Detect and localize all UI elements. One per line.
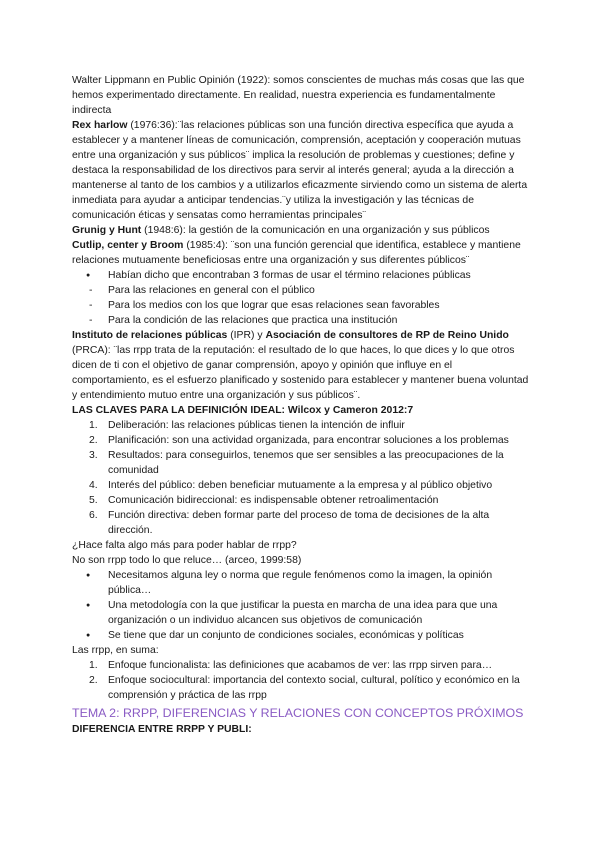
list-text: Comunicación bidireccional: es indispensable obtener retroalimentación bbox=[108, 495, 439, 506]
ipr-name: Instituto de relaciones públicas bbox=[72, 330, 228, 341]
list-item bbox=[72, 478, 532, 493]
list-item: - Para la condición de las relaciones que practica una institución bbox=[72, 313, 532, 328]
list-text: Deliberación: las relaciones públicas tienen la intención de influir bbox=[108, 420, 405, 431]
ipr-paragraph bbox=[72, 328, 532, 403]
ipr-text: (PRCA): ¨las rrpp trata de la reputación: el resultado de lo que haces, lo que dices y lo que otros dicen de ti con el objetivo de ganar comprensión, apoyo y opinión que influye en el comportamiento, es el esfuerzo planificado y sostenido para establecer y mantener buena voluntad y entendimiento mutuo entre una organización y sus públicos¨. bbox=[72, 345, 529, 401]
grunig-text: (1948:6): la gestión de la comunicación en una organización y sus públicos bbox=[141, 225, 490, 236]
harlow-text: (1976:36):¨las relaciones públicas son una función directiva específica que ayuda a establecer y a mantener líneas de comunicación, comprensión, aceptación y cooperación mutuas entre una organización y sus públicos¨ implica la resolución de problemas y cuestiones; define y destaca la responsabilidad de los directivos para servir al interés general; ayuda a la dirección a mantenerse al tanto de los cambios y a utilizarlos eficazmente sirviendo como un sistema de alerta inmediata para ayudar a anticipar tendencias.¨y utiliza la investigación y las técnicas de comunicación éticas y sensatas como herramientas principales¨ bbox=[72, 120, 528, 221]
list-item: ● Habían dicho que encontraban 3 formas de usar el término relaciones públicas bbox=[72, 268, 532, 283]
lippmann-paragraph: Walter Lippmann en Public Opinión (1922): somos conscientes de muchas más cosas que las que hemos experimentado directamente. En realidad, nuestra experiencia es fundamentalmente indirecta bbox=[72, 75, 525, 116]
cutlip-paragraph bbox=[72, 238, 532, 268]
prca-name: Asociación de consultores de RP de Reino Unido bbox=[265, 330, 509, 341]
list-text: Enfoque sociocultural: importancia del contexto social, cultural, político y económico en la comprensión y práctica de las rrpp bbox=[108, 675, 520, 701]
list-number: 3. bbox=[89, 450, 98, 461]
list-item bbox=[72, 658, 532, 673]
grunig-paragraph bbox=[72, 223, 532, 238]
enfoques-list bbox=[72, 658, 532, 703]
list-item: ● Se tiene que dar un conjunto de condiciones sociales, económicas y políticas bbox=[72, 628, 532, 643]
list-item bbox=[72, 673, 532, 703]
list-item: - Para las relaciones en general con el público bbox=[72, 283, 532, 298]
ipr-mid: (IPR) y bbox=[227, 330, 266, 341]
list-item bbox=[72, 493, 532, 508]
list-text: Función directiva: deben formar parte del proceso de toma de decisiones de la alta dirección. bbox=[108, 510, 490, 536]
harlow-name: Rex harlow bbox=[72, 120, 128, 131]
list-item bbox=[72, 508, 532, 538]
document-page bbox=[72, 73, 532, 737]
list-number: 2. bbox=[89, 435, 98, 446]
list-number: 2. bbox=[89, 675, 98, 686]
list-item bbox=[72, 418, 532, 433]
list-number: 1. bbox=[89, 420, 98, 431]
needs-list bbox=[72, 568, 532, 643]
list-number: 1. bbox=[89, 660, 98, 671]
arceo-line: No son rrpp todo lo que reluce… (arceo, 1999:58) bbox=[72, 555, 302, 566]
grunig-name: Grunig y Hunt bbox=[72, 225, 142, 236]
list-item: ● Una metodología con la que justificar la puesta en marcha de una idea para que una organización o un individuo alcancen sus objetivos de comunicación bbox=[72, 598, 532, 628]
list-number: 5. bbox=[89, 495, 98, 506]
list-item: - Para los medios con los que lograr que esas relaciones sean favorables bbox=[72, 298, 532, 313]
claves-heading: LAS CLAVES PARA LA DEFINICIÓN IDEAL: Wilcox y Cameron 2012:7 bbox=[72, 405, 414, 416]
list-number: 4. bbox=[89, 480, 98, 491]
terms-dash-list bbox=[72, 283, 532, 328]
tema-heading: TEMA 2: RRPP, DIFERENCIAS Y RELACIONES CON CONCEPTOS PRÓXIMOS bbox=[72, 706, 524, 720]
list-number: 6. bbox=[89, 510, 98, 521]
terms-bullet-list bbox=[72, 268, 532, 283]
harlow-paragraph bbox=[72, 118, 532, 223]
list-text: Resultados: para conseguirlos, tenemos que ser sensibles a las preocupaciones de la comunidad bbox=[108, 450, 504, 476]
list-text: Interés del público: deben beneficiar mutuamente a la empresa y al público objetivo bbox=[108, 480, 493, 491]
list-text: Planificación: son una actividad organizada, para encontrar soluciones a los problemas bbox=[108, 435, 509, 446]
list-text: Enfoque funcionalista: las definiciones que acabamos de ver: las rrpp sirven para… bbox=[108, 660, 493, 671]
cutlip-name: Cutlip, center y Broom bbox=[72, 240, 184, 251]
suma-line: Las rrpp, en suma: bbox=[72, 645, 159, 656]
question-line: ¿Hace falta algo más para poder hablar de rrpp? bbox=[72, 540, 297, 551]
list-item: ● Necesitamos alguna ley o norma que regule fenómenos como la imagen, la opinión pública… bbox=[72, 568, 532, 598]
cutlip-text: (1985:4): ¨son una función gerencial que identifica, establece y mantiene relaciones mutuamente beneficiosas entre una organización y sus diferentes públicos¨ bbox=[72, 240, 521, 266]
diferencia-heading: DIFERENCIA ENTRE RRPP Y PUBLI: bbox=[72, 724, 252, 735]
claves-list bbox=[72, 418, 532, 538]
list-item bbox=[72, 448, 532, 478]
list-item bbox=[72, 433, 532, 448]
